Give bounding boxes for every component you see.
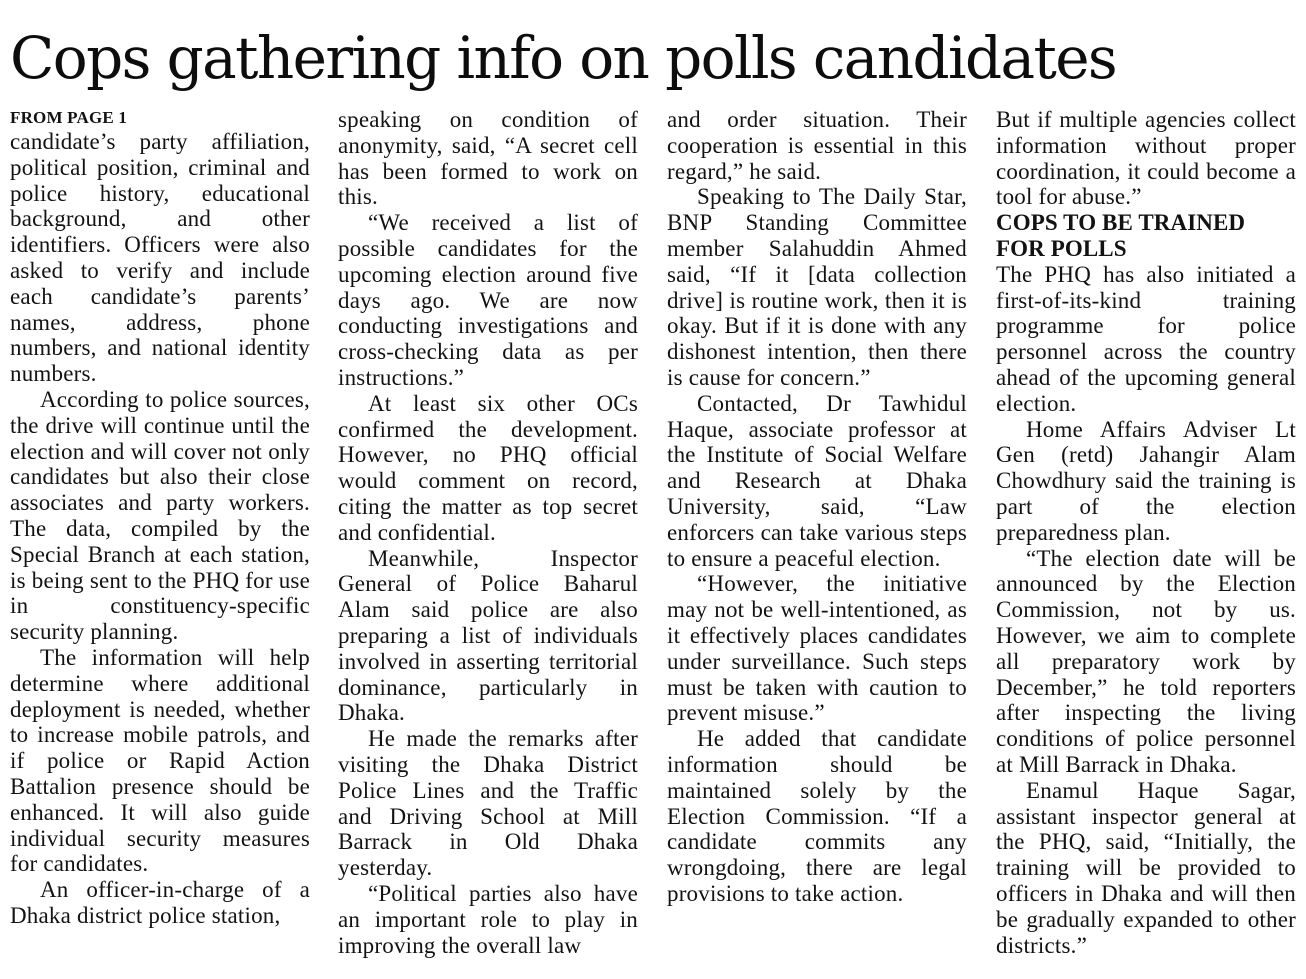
paragraph: An officer-in-charge of a Dhaka district police station, <box>10 877 310 928</box>
paragraph: and order situation. Their cooperation is essential in this regard,” he said. <box>667 107 967 184</box>
article-column-1 <box>10 107 310 967</box>
paragraph: “The election date will be announced by the Election Commission, not by us. However, we aim to complete all preparatory work by December,” he told reporters after inspecting the living conditions of police personnel at Mill Barrack in Dhaka. <box>996 545 1296 777</box>
paragraph: “Political parties also have an important role to play in improving the overall law <box>338 880 638 958</box>
paragraph: He added that candidate information should be maintained solely by the Election Commission. “If a candidate commits any wrongdoing, there are legal provisions to take action. <box>667 726 967 906</box>
paragraph: speaking on condition of anonymity, said, “A secret cell has been formed to work on this. <box>338 107 638 210</box>
paragraph: The PHQ has also initiated a first-of-its-kind training programme for police personnel across the country ahead of the upcoming general election. <box>996 261 1296 416</box>
paragraph: At least six other OCs confirmed the development. However, no PHQ official would comment on record, citing the matter as top secret and confidential. <box>338 390 638 545</box>
paragraph: According to police sources, the drive will continue until the election and will cover not only candidates but also their close associates and party workers. The data, compiled by the Special Branch at each station, is being sent to the PHQ for use in constituency-specific security planning. <box>10 386 310 645</box>
paragraph: The information will help determine where additional deployment is needed, whether to increase mobile patrols, and if police or Rapid Action Battalion presence should be enhanced. It will also guide individual security measures for candidates. <box>10 644 310 877</box>
paragraph: But if multiple agencies collect information without proper coordination, it could become a tool for abuse.” <box>996 107 1296 210</box>
paragraph: Enamul Haque Sagar, assistant inspector general at the PHQ, said, “Initially, the training will be provided to officers in Dhaka and will then be gradually expanded to other districts.” <box>996 777 1296 958</box>
jump-label: FROM PAGE 1 <box>10 108 128 127</box>
paragraph: Speaking to The Daily Star, BNP Standing Committee member Salahuddin Ahmed said, “If it [data collection drive] is routine work, then it is okay. But if it is done with any dishonest intention, then there is cause for concern.” <box>667 184 967 390</box>
article-body <box>10 107 1296 967</box>
article-column-2 <box>338 107 638 967</box>
section-subhead: COPS TO BE TRAINED FOR POLLS <box>996 210 1246 261</box>
paragraph: candidate’s party affiliation, political position, criminal and police history, educational background, and other identifiers. Officers were also asked to verify and include each candidate’s parents’ names, address, phone numbers, and national identity numbers. <box>10 129 310 387</box>
paragraph: Contacted, Dr Tawhidul Haque, associate professor at the Institute of Social Welfare and Research at Dhaka University, said, “Law enforcers can take various steps to ensure a peaceful election. <box>667 390 967 571</box>
paragraph: “However, the initiative may not be well-intentioned, as it effectively places candidates under surveillance. Such steps must be taken with caution to prevent misuse.” <box>667 571 967 726</box>
paragraph: Meanwhile, Inspector General of Police Baharul Alam said police are also preparing a list of individuals involved in asserting territorial dominance, particularly in Dhaka. <box>338 545 638 726</box>
article-column-4 <box>996 107 1296 967</box>
paragraph: “We received a list of possible candidates for the upcoming election around five days ago. We are now conducting investigations and cross-checking data as per instructions.” <box>338 210 638 390</box>
article-column-3 <box>667 107 967 967</box>
paragraph: Home Affairs Adviser Lt Gen (retd) Jahangir Alam Chowdhury said the training is part of the election preparedness plan. <box>996 416 1296 545</box>
article-headline: Cops gathering info on polls candidates <box>10 24 1117 92</box>
paragraph: He made the remarks after visiting the Dhaka District Police Lines and the Traffic and Driving School at Mill Barrack in Old Dhaka yesterday. <box>338 726 638 881</box>
